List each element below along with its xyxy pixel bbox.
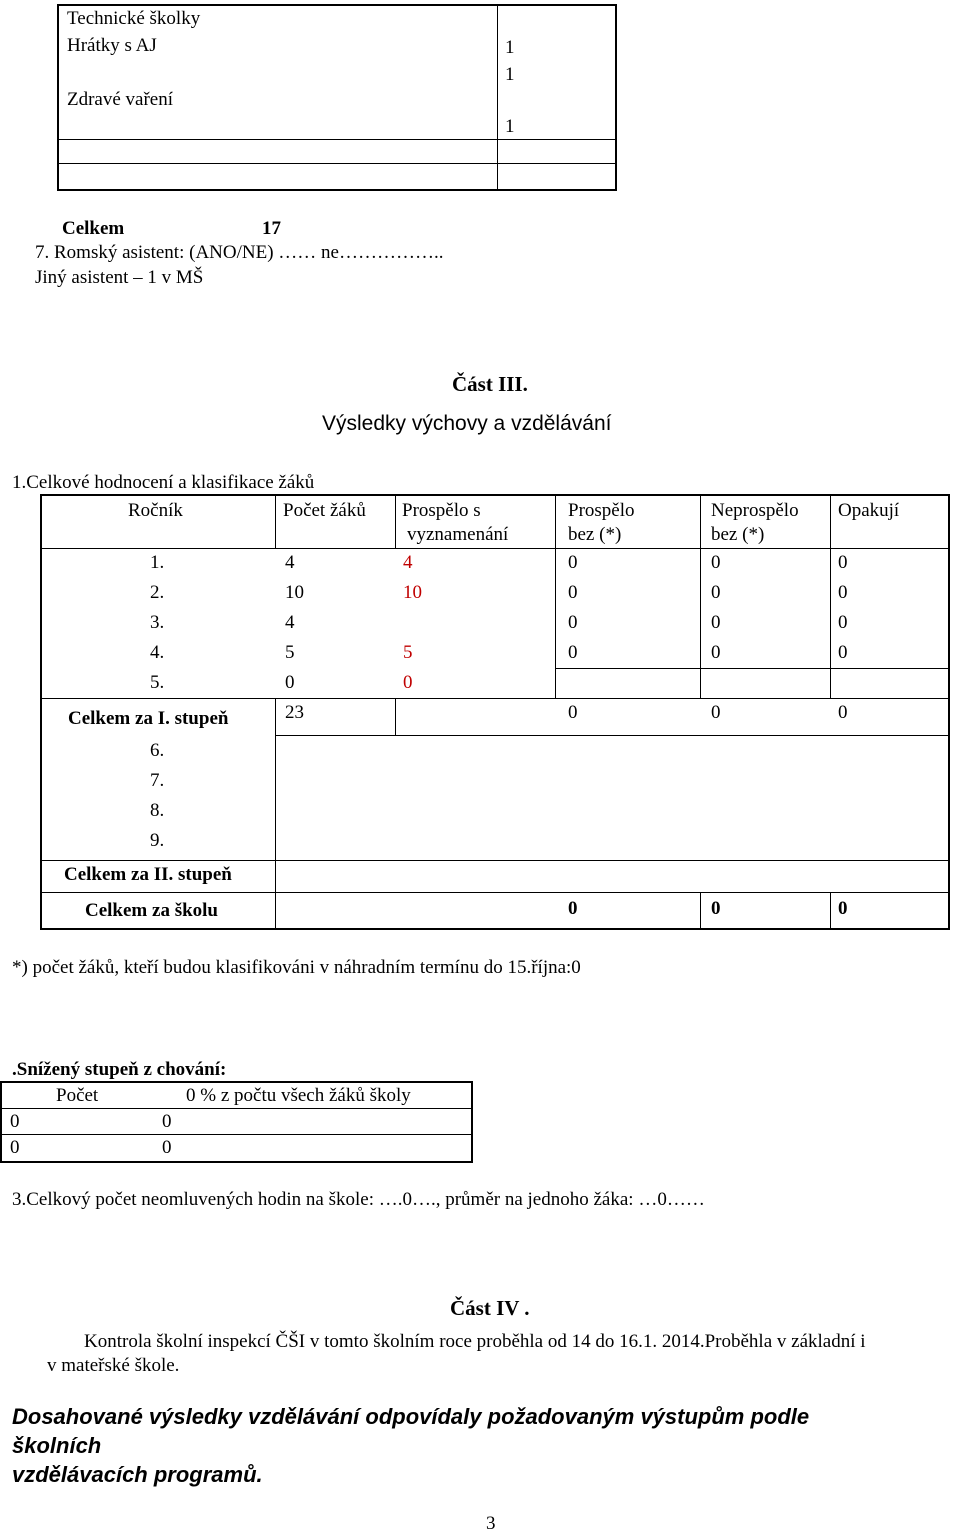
activity-count: 1 [505,116,515,137]
grid-line [555,548,556,668]
grid-line [275,494,276,548]
header-neprosp-2: bez (*) [711,524,765,545]
header-vyznam-2: vyznamenání [407,524,509,545]
grid-line [700,668,701,698]
skola-neprosp: 0 [711,898,721,919]
jiny-asistent: Jiný asistent – 1 v MŠ [35,267,204,288]
grid-line [395,494,396,548]
stupen1-opak: 0 [838,702,848,723]
part3-subtitle: Výsledky výchovy a vzdělávání [322,412,612,435]
row-pocet: 10 [285,582,304,603]
row-bez: 0 [568,582,578,603]
grid-line [700,892,701,928]
activities-table [57,4,617,191]
header-vyznam-1: Prospělo s [402,500,481,521]
header-bez-1: Prospělo [568,500,635,521]
row-label: 8. [150,800,165,821]
behavior-cell: 0 [162,1111,172,1132]
grid-line [700,494,701,548]
activities-divider [497,6,498,189]
grid-line [555,668,950,669]
row-vyznam: 10 [403,582,422,603]
page-number: 3 [486,1513,496,1534]
grid-line [40,494,950,496]
grid-line [700,548,701,668]
stupen2-label: Celkem za II. stupeň [64,864,232,885]
activities-row-line [59,163,615,164]
header-bez-2: bez (*) [568,524,622,545]
row-pocet: 4 [285,612,295,633]
row-bez: 0 [568,612,578,633]
romsky-asistent: 7. Romský asistent: (ANO/NE) …… ne…………….. [35,242,444,263]
row-neprosp: 0 [711,552,721,573]
stupen1-neprosp: 0 [711,702,721,723]
grid-line [948,494,950,930]
grid-line [830,548,831,698]
grid-line [0,1081,2,1163]
header-neprosp-1: Neprospělo [711,500,799,521]
row-pocet: 0 [285,672,295,693]
behavior-head-pocet: Počet [56,1085,99,1106]
header-rocnik: Ročník [128,500,183,521]
row-label: 1. [150,552,165,573]
conclusion-line3: vzdělávacích programů. [12,1462,263,1487]
celkem-label: Celkem [62,218,125,239]
grid-line [471,1081,473,1163]
conclusion-line2: školních [12,1433,102,1458]
grid-line [275,698,276,928]
stupen1-bez: 0 [568,702,578,723]
part4-heading: Část IV . [450,1296,530,1320]
stupen1-label: Celkem za I. stupeň [68,708,229,729]
activity-name: Technické školky [67,8,201,29]
row-neprosp: 0 [711,582,721,603]
absence-line: 3.Celkový počet neomluvených hodin na škole: ….0…., průměr na jednoho žáka: …0…… [12,1189,705,1210]
row-label: 4. [150,642,165,663]
grid-line [555,494,556,548]
activity-count: 1 [505,64,515,85]
row-bez: 0 [568,642,578,663]
grid-line [830,892,831,928]
skola-label: Celkem za školu [85,900,218,921]
activity-name: Hrátky s AJ [67,35,157,56]
part4-line2: v mateřské škole. [47,1355,180,1376]
row-label: 3. [150,612,165,633]
grid-line [395,698,396,736]
activities-row-line [59,139,615,140]
grid-line [40,698,950,699]
row-label: 7. [150,770,165,791]
results-section-title: 1.Celkové hodnocení a klasifikace žáků [12,472,315,493]
grid-line [40,892,950,893]
behavior-cell: 0 [162,1137,172,1158]
header-pocet: Počet žáků [283,500,366,521]
skola-opak: 0 [838,898,848,919]
row-vyznam: 5 [403,642,413,663]
row-bez: 0 [568,552,578,573]
footnote: *) počet žáků, kteří budou klasifikováni v náhradním termínu do 15.října:0 [12,957,581,978]
row-neprosp: 0 [711,642,721,663]
grid-line [830,494,831,548]
part4-line1: Kontrola školní inspekcí ČŠI v tomto školním roce proběhla od 14 do 16.1. 2014.Proběhla v základní i [84,1331,866,1352]
celkem-value: 17 [262,218,281,239]
behavior-title: .Snížený stupeň z chování: [12,1059,227,1080]
row-label: 9. [150,830,165,851]
activity-count: 1 [505,37,515,58]
row-vyznam: 0 [403,672,413,693]
grid-line [555,668,556,698]
behavior-head-pct: 0 % z počtu všech žáků školy [186,1085,411,1106]
grid-line [40,860,950,861]
grid-line [40,928,950,930]
grid-line [275,735,950,736]
row-label: 2. [150,582,165,603]
row-label: 6. [150,740,165,761]
grid-line [40,494,42,930]
grid-line [0,1081,473,1083]
grid-line [0,1108,473,1109]
row-opak: 0 [838,612,848,633]
grid-line [0,1161,473,1163]
row-opak: 0 [838,642,848,663]
row-pocet: 5 [285,642,295,663]
activity-name: Zdravé vaření [67,89,174,110]
row-pocet: 4 [285,552,295,573]
conclusion-line1: Dosahované výsledky vzdělávání odpovídaly požadovaným výstupům podle [12,1404,810,1429]
stupen1-pocet: 23 [285,702,304,723]
row-neprosp: 0 [711,612,721,633]
grid-line [40,548,950,549]
row-vyznam: 4 [403,552,413,573]
grid-line [0,1134,473,1135]
row-opak: 0 [838,582,848,603]
row-opak: 0 [838,552,848,573]
behavior-cell: 0 [10,1111,20,1132]
row-label: 5. [150,672,165,693]
header-opakuji: Opakují [838,500,900,521]
part3-heading: Část III. [452,372,528,396]
behavior-cell: 0 [10,1137,20,1158]
skola-bez: 0 [568,898,578,919]
